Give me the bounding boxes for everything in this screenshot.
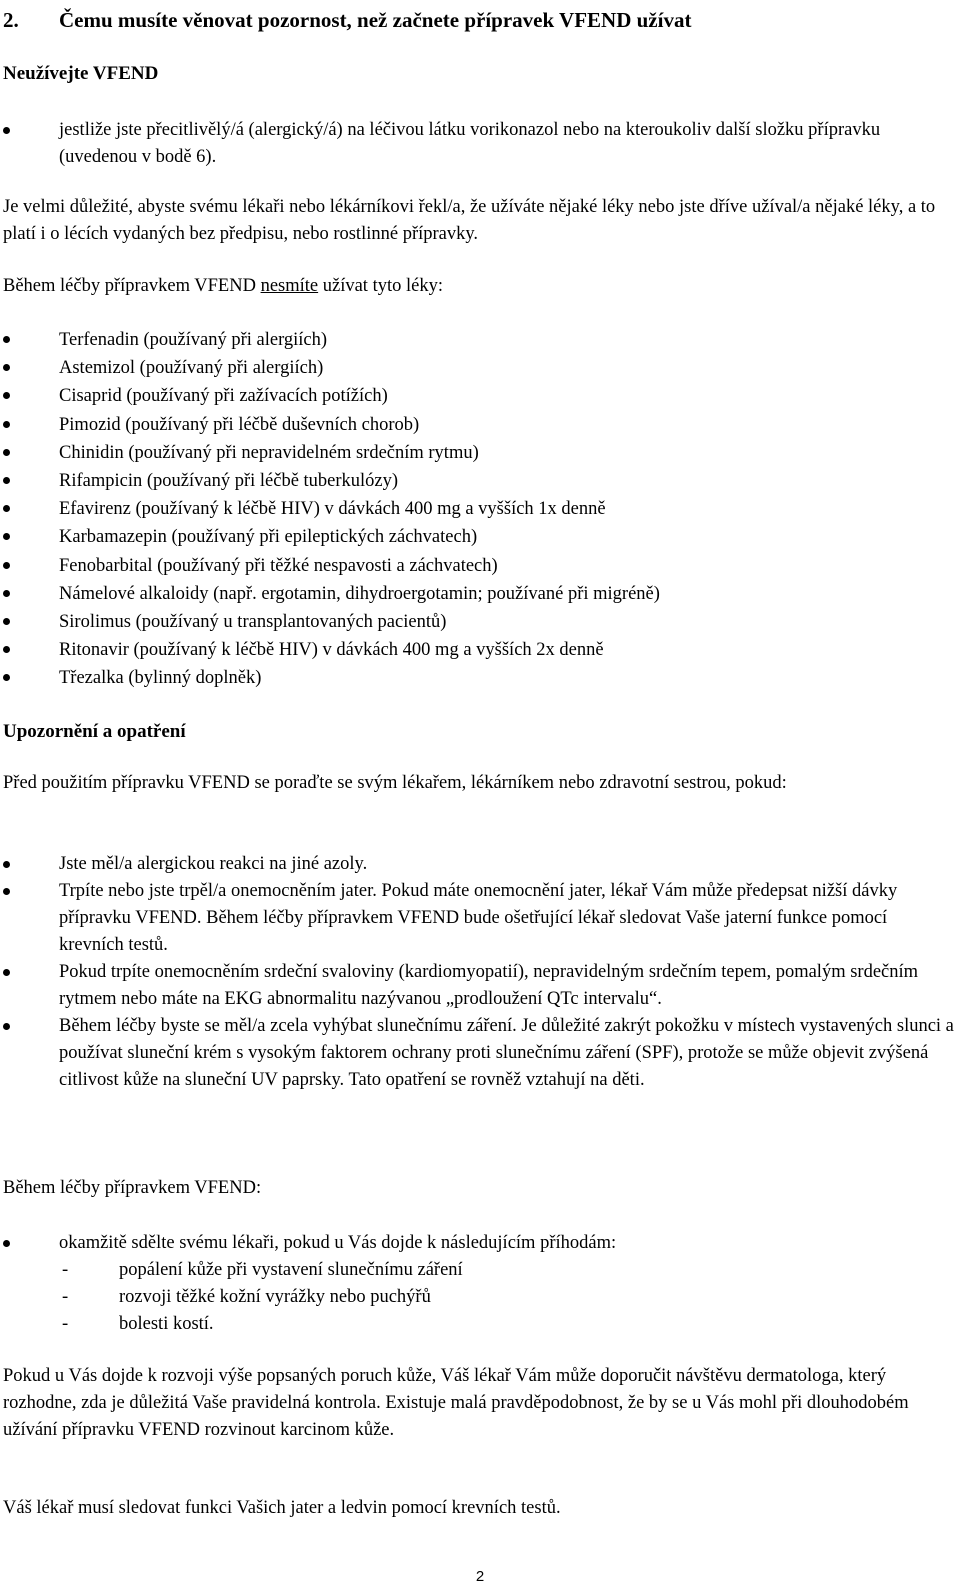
list-item: Trpíte nebo jste trpěl/a onemocněním jater. Pokud máte onemocnění jater, lékař Vám může předepsat nižší dávky přípravku VFEND. Během léčby přípravkem VFEND bude ošetřující lékař sledovat Vaše jaterní funkce pomocí krevních testů. <box>0 878 955 959</box>
dash-marker: - <box>62 1287 69 1307</box>
list-item: Rifampicin (používaný při léčbě tuberkulózy) <box>0 467 950 495</box>
during-treatment-list <box>0 1230 950 1257</box>
list-item: okamžitě sdělte svému lékaři, pokud u Vás dojde k následujícím příhodám: <box>0 1230 950 1257</box>
dash-marker: - <box>62 1314 69 1334</box>
sublist-item: - rozvoji těžké kožní vyrážky nebo puchýřů <box>60 1284 940 1311</box>
list-item: Sirolimus (používaný u transplantovaných pacientů) <box>0 608 950 636</box>
bullet-icon <box>3 533 10 540</box>
list-item: jestliže jste přecitlivělý/á (alergický/á) na léčivou látku vorikonazol nebo na kteroukoliv další složku přípravku (uvedenou v bodě 6). <box>0 117 950 171</box>
bullet-icon <box>3 1240 10 1247</box>
do-not-use-heading: Neužívejte VFEND <box>3 63 159 84</box>
section-number: 2. <box>3 8 19 32</box>
bullet-icon <box>3 127 10 134</box>
bullet-icon <box>3 674 10 681</box>
must-not-list <box>0 326 950 693</box>
list-item: Pokud trpíte onemocněním srdeční svaloviny (kardiomyopatií), nepravidelným srdečním tepem, pomalým srdečním rytmem nebo máte na EKG abnormalitu nazývanou „prodloužení QTc intervalu“. <box>0 959 955 1013</box>
symptom-sublist <box>60 1257 940 1338</box>
list-item: Astemizol (používaný při alergiích) <box>0 354 950 382</box>
bullet-icon <box>3 477 10 484</box>
bullet-icon <box>3 646 10 653</box>
bullet-icon <box>3 888 10 895</box>
bullet-icon <box>3 449 10 456</box>
list-item: Třezalka (bylinný doplněk) <box>0 664 950 692</box>
section-title: Čemu musíte věnovat pozornost, než začnete přípravek VFEND užívat <box>59 8 692 32</box>
list-item: Ritonavir (používaný k léčbě HIV) v dávkách 400 mg a vyšších 2x denně <box>0 636 950 664</box>
must-not-intro: Během léčby přípravkem VFEND nesmíte užívat tyto léky: <box>3 276 443 296</box>
warnings-intro: Před použitím přípravku VFEND se poraďte se svým lékařem, lékárníkem nebo zdravotní sestrou, pokud: <box>3 773 787 793</box>
bullet-icon <box>3 392 10 399</box>
bullet-icon <box>3 618 10 625</box>
important-paragraph: Je velmi důležité, abyste svému lékaři nebo lékárníkovi řekl/a, že užíváte nějaké léky nebo jste dříve užíval/a nějaké léky, a to platí i o lécích vydaných bez předpisu, nebo rostlinné přípravky. <box>3 197 936 244</box>
list-item: Jste měl/a alergickou reakci na jiné azoly. <box>0 851 955 878</box>
during-treatment-intro: Během léčby přípravkem VFEND: <box>3 1178 262 1198</box>
list-item: Karbamazepin (používaný při epileptických záchvatech) <box>0 523 950 551</box>
warnings-heading: Upozornění a opatření <box>3 721 186 742</box>
list-item: Cisaprid (používaný při zažívacích potížích) <box>0 382 950 410</box>
skin-paragraph: Pokud u Vás dojde k rozvoji výše popsaných poruch kůže, Váš lékař Vám může doporučit návštěvu dermatologa, který rozhodne, zda je důležitá Vaše pravidelná kontrola. Existuje malá pravděpodobnost, že by se u Vás mohl při dlouhodobém užívání přípravku VFEND rozvinout karcinom kůže. <box>3 1366 909 1440</box>
bullet-icon <box>3 421 10 428</box>
bullet-icon <box>3 861 10 868</box>
list-item: Efavirenz (používaný k léčbě HIV) v dávkách 400 mg a vyšších 1x denně <box>0 495 950 523</box>
page-number: 2 <box>475 1568 485 1585</box>
bullet-icon <box>3 590 10 597</box>
list-item: Námelové alkaloidy (např. ergotamin, dihydroergotamin; používané při migréně) <box>0 580 950 608</box>
list-item: Chinidin (používaný při nepravidelném srdečním rytmu) <box>0 439 950 467</box>
bullet-icon <box>3 969 10 976</box>
sublist-item: - popálení kůže při vystavení slunečnímu záření <box>60 1257 940 1284</box>
liver-paragraph: Váš lékař musí sledovat funkci Vašich jater a ledvin pomocí krevních testů. <box>3 1498 561 1518</box>
bullet-icon <box>3 336 10 343</box>
bullet-icon <box>3 1023 10 1030</box>
sublist-item: - bolesti kostí. <box>60 1311 940 1338</box>
dash-marker: - <box>62 1260 69 1280</box>
warnings-list <box>0 851 955 1094</box>
bullet-icon <box>3 505 10 512</box>
list-item: Terfenadin (používaný při alergiích) <box>0 326 950 354</box>
do-not-use-list <box>0 117 950 171</box>
section-heading <box>3 6 691 34</box>
list-item: Fenobarbital (používaný při těžké nespavosti a záchvatech) <box>0 552 950 580</box>
bullet-icon <box>3 364 10 371</box>
bullet-icon <box>3 562 10 569</box>
list-item: Během léčby byste se měl/a zcela vyhýbat slunečnímu záření. Je důležité zakrýt pokožku v místech vystavených slunci a používat sluneční krém s vysokým faktorem ochrany proti slunečnímu záření (SPF), protože se může objevit zvýšená citlivost kůže na sluneční UV paprsky. Tato opatření se rovněž vztahují na děti. <box>0 1013 955 1094</box>
list-item: Pimozid (používaný při léčbě duševních chorob) <box>0 411 950 439</box>
must-not-emphasis: nesmíte <box>260 276 319 296</box>
